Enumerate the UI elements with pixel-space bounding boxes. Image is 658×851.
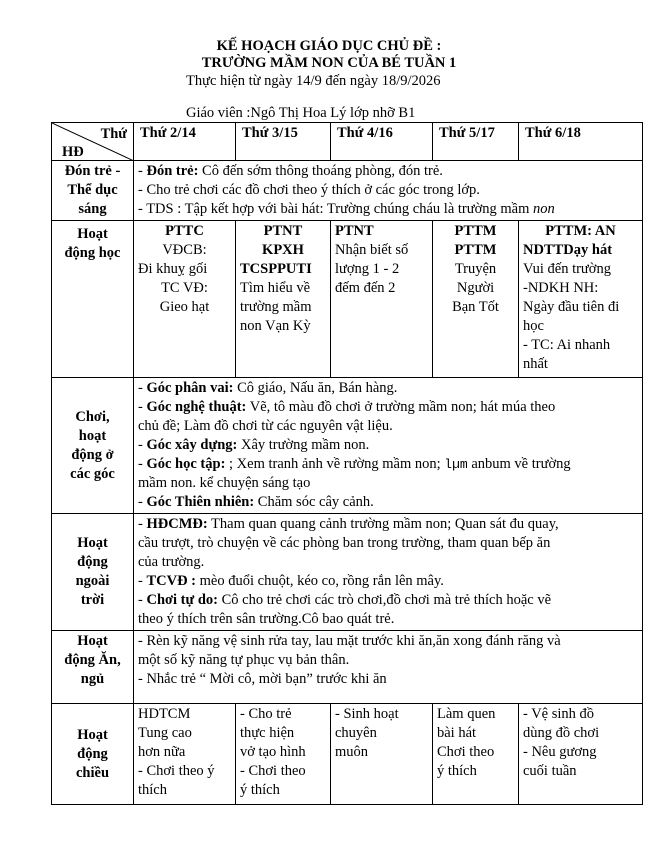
bold-label: Chơi tự do:	[146, 592, 218, 608]
corner-cell	[52, 123, 134, 161]
row-label-ngoai-troi	[52, 514, 134, 631]
text: Cô đến sớm thông thoáng phòng, đón trẻ.	[198, 163, 443, 179]
text-line: muôn	[335, 744, 369, 760]
label-line: ngủ	[80, 671, 105, 687]
bold-label: Góc xây dựng:	[146, 437, 238, 453]
bold-label: Góc nghệ thuật:	[146, 399, 247, 415]
lesson-title: TCSPPUTI	[240, 261, 312, 277]
text-line: - Nêu gương	[523, 744, 597, 760]
label-line: động học	[64, 245, 121, 261]
row-label-an-ngu	[52, 631, 134, 704]
row-label-chieu	[52, 704, 134, 805]
plan-title: KẾ HOẠCH GIÁO DỤC CHỦ ĐỀ :	[216, 38, 442, 54]
afternoon-wed	[331, 704, 433, 805]
label-line: Hoạt	[77, 726, 108, 743]
text-line: - Nhắc trẻ “ Mời cô, mời bạn” trước khi ăn	[138, 671, 387, 687]
text-line: trường mầm	[240, 299, 312, 315]
text-line: học	[523, 318, 544, 334]
text-line: - Chơi tự do: Cô cho trẻ chơi các trò chơi,đồ chơi mà trẻ thích hoặc vẽ	[138, 592, 552, 608]
afternoon-thu	[433, 704, 519, 805]
label-line: Thể dục	[67, 182, 118, 198]
label-line: Chơi,	[75, 408, 110, 425]
label-line: động ở	[71, 446, 114, 463]
lesson-plan-table	[51, 122, 643, 805]
lesson-title: NDTTDạy hát	[523, 242, 613, 258]
text-line: - Góc phân vai: Cô giáo, Nấu ăn, Bán hàng.	[138, 380, 398, 396]
text-line: - Góc nghệ thuật: Vẽ, tô màu đồ chơi ở trường mầm non; hát múa theo	[138, 399, 556, 415]
day-header-thu: Thứ 5/17	[433, 123, 519, 161]
label-line: Hoạt	[77, 633, 108, 649]
text-line: - Góc xây dựng: Xây trường mầm non.	[138, 437, 370, 453]
label-line: ngoài	[75, 573, 110, 589]
label-line: chiều	[75, 764, 110, 781]
text-line: Vui đến trường	[523, 261, 611, 277]
row-choi-goc	[52, 378, 643, 514]
afternoon-mon	[134, 704, 236, 805]
corner-day-label: Thứ	[100, 126, 127, 142]
label-line: trời	[80, 592, 105, 608]
bold-label: Đón trẻ:	[146, 163, 199, 179]
bold-label: HĐCMĐ:	[146, 516, 208, 532]
lesson-thu	[433, 221, 519, 378]
text-line: non Vạn Kỳ	[240, 318, 311, 334]
text-line: bài hát	[437, 725, 477, 741]
label-line: động Ăn,	[64, 652, 121, 668]
text-line: -NDKH NH:	[523, 280, 599, 296]
text: Tham quan quang cảnh trường mầm non; Quan sát đu quay,	[207, 516, 559, 532]
text-line: - Vệ sinh đồ	[523, 706, 595, 722]
label-line: động	[77, 554, 108, 570]
text-line: - Cho trẻ	[240, 706, 292, 722]
bold-label: Góc phân vai:	[146, 380, 234, 396]
lesson-title: PTNT	[263, 223, 303, 239]
row-don-tre	[52, 161, 643, 221]
text: - TDS : Tập kết hợp với bài hát: Trường chúng cháu là trường mầm	[138, 201, 534, 217]
text-line: - TC: Ai nhanh	[523, 337, 611, 353]
theme-title: TRƯỜNG MẦM NON CỦA BÉ TUẦN 1	[201, 55, 457, 71]
text-line: đếm đến 2	[335, 280, 396, 296]
label-line: hoạt	[78, 427, 107, 444]
day-header-tue: Thứ 3/15	[236, 123, 331, 161]
lesson-title: PTTM: AN	[545, 223, 616, 239]
teacher-info: Giáo viên :Ngô Thị Hoa Lý lớp nhỡ B1	[186, 105, 416, 121]
row-label-hoat-dong-hoc	[52, 221, 134, 378]
text: mèo đuổi chuột, kéo co, rồng rắn lên mây.	[196, 573, 444, 589]
lesson-title: KPXH	[262, 242, 304, 258]
italic-text: non	[533, 201, 555, 217]
text-line: VĐCB:	[162, 242, 207, 258]
text-line: chuyên	[335, 725, 377, 741]
text-line: Truyện	[454, 261, 497, 277]
text-line: Bạn Tốt	[452, 299, 499, 315]
text-line: một số kỹ năng tự phục vụ bản thân.	[138, 652, 350, 668]
text: Xây trường mầm non.	[237, 437, 370, 453]
mono-text: lµm	[444, 457, 468, 472]
lesson-title: PTNT	[335, 223, 374, 239]
text-line: ý thích	[437, 763, 477, 779]
text-line: HDTCM	[138, 706, 191, 722]
text: ; Xem tranh ảnh về rường mầm non;	[225, 456, 445, 472]
text-line: - TCVĐ : mèo đuổi chuột, kéo co, rồng rắn lên mây.	[138, 573, 444, 589]
text-line: Ngày đầu tiên đi	[523, 299, 620, 315]
lesson-mon	[134, 221, 236, 378]
text-line: nhất	[523, 356, 548, 372]
row-chieu	[52, 704, 643, 805]
date-range: Thực hiện từ ngày 14/9 đến ngày 18/9/2026	[186, 73, 441, 89]
lesson-title: PTTM	[454, 242, 497, 258]
header-row	[52, 123, 643, 161]
text-line: - Đón trẻ: Cô đến sớm thông thoáng phòng, đón trẻ.	[138, 163, 443, 179]
text-line: - Cho trẻ chơi các đồ chơi theo ý thích ở các góc trong lớp.	[138, 182, 480, 198]
row-an-ngu	[52, 631, 643, 704]
text: Vẽ, tô màu đồ chơi ở trường mầm non; hát múa theo	[246, 399, 556, 415]
text-line: Tung cao	[138, 725, 192, 741]
text-line	[138, 200, 638, 219]
text-line: vở tạo hình	[240, 744, 306, 760]
text-line: cầu trượt, trò chuyện về các phòng ban trong trường, tham quan bếp ăn	[138, 535, 551, 551]
text-line: - Góc Thiên nhiên: Chăm sóc cây cảnh.	[138, 494, 374, 510]
text-line: chủ đề; Làm đồ chơi từ các nguyên vật liệu.	[138, 418, 393, 434]
label-line: sáng	[78, 201, 107, 217]
lesson-title: PTTM	[454, 223, 497, 239]
text-line: Tìm hiểu về	[240, 280, 311, 296]
text-line: theo ý thích trên sân trường.Cô bao quát trẻ.	[138, 611, 395, 627]
text-line: hơn nữa	[138, 744, 186, 760]
row-ngoai-troi	[52, 514, 643, 631]
text-line: lượng 1 - 2	[335, 261, 400, 277]
text-line: - Chơi theo ý	[138, 763, 215, 779]
content-ngoai-troi	[134, 514, 643, 631]
text-line: - HĐCMĐ: Tham quan quang cảnh trường mầm non; Quan sát đu quay,	[138, 516, 559, 532]
label-line: các góc	[70, 465, 115, 482]
day-header-fri: Thứ 6/18	[519, 123, 643, 161]
content-an-ngu	[134, 631, 643, 704]
text-line: Đi khuỵ gối	[138, 261, 208, 277]
text-line: mầm non. kể chuyện sáng tạo	[138, 475, 311, 491]
text-line: của trường.	[138, 554, 205, 570]
text-line: - Rèn kỹ năng vệ sinh rửa tay, lau mặt trước khi ăn,ăn xong đánh răng và	[138, 633, 561, 649]
row-label-don-tre	[52, 161, 134, 221]
label-line: Hoạt	[77, 535, 108, 551]
lesson-tue	[236, 221, 331, 378]
lesson-fri	[519, 221, 643, 378]
text: Chăm sóc cây cảnh.	[254, 494, 374, 510]
text-line: cuối tuần	[523, 763, 577, 779]
text-line: Người	[456, 280, 495, 296]
day-header-mon: Thứ 2/14	[134, 123, 236, 161]
text-line: ý thích	[240, 782, 280, 798]
text-line: thích	[138, 782, 167, 798]
text-line: Làm quen	[437, 706, 496, 722]
text-line: dùng đồ chơi	[523, 725, 600, 741]
content-don-tre	[134, 161, 643, 221]
text-line: Nhận biết số	[335, 242, 409, 258]
content-choi-goc	[134, 378, 643, 514]
bold-label: TCVĐ :	[146, 573, 197, 589]
text-line: TC VĐ:	[161, 280, 208, 296]
label-line: Hoạt	[77, 226, 108, 242]
text-line: thực hiện	[240, 725, 295, 741]
bold-label: Góc học tập:	[146, 456, 226, 472]
text-line: - Sinh hoạt	[335, 706, 399, 722]
text: Cô cho trẻ chơi các trò chơi,đồ chơi mà trẻ thích hoặc vẽ	[218, 592, 552, 608]
text-line: Gieo hạt	[159, 299, 210, 315]
label-line: Đón trẻ -	[64, 163, 121, 179]
day-header-wed: Thứ 4/16	[331, 123, 433, 161]
text-line: - Góc học tập: ; Xem tranh ảnh về rường mầm non; lµm anbum về trường	[138, 456, 571, 472]
row-label-choi-goc	[52, 378, 134, 514]
text-line: Chơi theo	[437, 744, 495, 760]
afternoon-fri	[519, 704, 643, 805]
lesson-title: PTTC	[165, 223, 204, 239]
afternoon-tue	[236, 704, 331, 805]
row-hoat-dong-hoc	[52, 221, 643, 378]
label-line: động	[77, 745, 108, 762]
text: Cô giáo, Nấu ăn, Bán hàng.	[233, 380, 398, 396]
text: anbum về trường	[467, 456, 571, 472]
text-line: - Chơi theo	[240, 763, 306, 779]
lesson-wed	[331, 221, 433, 378]
corner-activity-label: HĐ	[62, 144, 84, 160]
bold-label: Góc Thiên nhiên:	[146, 494, 255, 510]
